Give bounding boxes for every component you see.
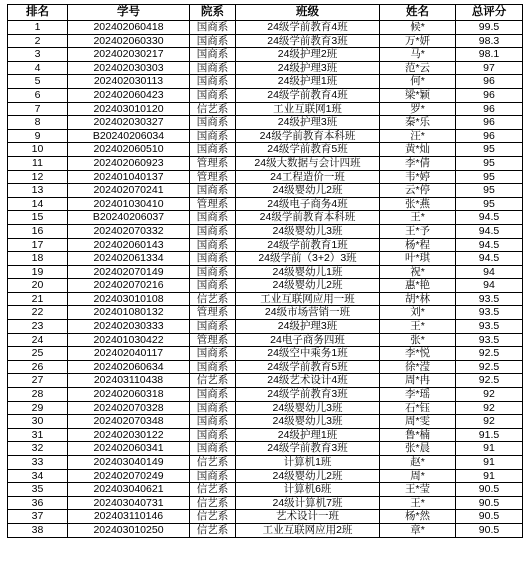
cell-department: 国商系 bbox=[190, 320, 236, 334]
cell-student-id: 202402040117 bbox=[68, 347, 190, 361]
cell-name: 章* bbox=[380, 523, 456, 537]
cell-student-id: 202402070241 bbox=[68, 184, 190, 198]
cell-student-id: 202402070216 bbox=[68, 279, 190, 293]
cell-department: 国商系 bbox=[190, 265, 236, 279]
table-row bbox=[8, 48, 523, 62]
cell-total-score: 99.5 bbox=[456, 21, 523, 35]
header-class: 班级 bbox=[236, 5, 380, 21]
cell-department: 国商系 bbox=[190, 415, 236, 429]
table-row bbox=[8, 306, 523, 320]
cell-rank: 21 bbox=[8, 292, 68, 306]
cell-student-id: 202403010250 bbox=[68, 523, 190, 537]
cell-name: 周* bbox=[380, 469, 456, 483]
cell-name: 祝* bbox=[380, 265, 456, 279]
cell-name: 候* bbox=[380, 21, 456, 35]
cell-rank: 35 bbox=[8, 483, 68, 497]
cell-name: 杨*然 bbox=[380, 510, 456, 524]
table-row bbox=[8, 279, 523, 293]
table-row bbox=[8, 510, 523, 524]
cell-name: 叶*琪 bbox=[380, 252, 456, 266]
table-row bbox=[8, 320, 523, 334]
cell-total-score: 93.5 bbox=[456, 333, 523, 347]
cell-student-id: 202403010120 bbox=[68, 102, 190, 116]
cell-class: 24级学前教育3班 bbox=[236, 388, 380, 402]
table-row bbox=[8, 197, 523, 211]
cell-name: 何* bbox=[380, 75, 456, 89]
cell-student-id: 202402060143 bbox=[68, 238, 190, 252]
cell-class: 24级护理3班 bbox=[236, 61, 380, 75]
cell-student-id: 202403040149 bbox=[68, 456, 190, 470]
table-row bbox=[8, 75, 523, 89]
cell-department: 管理系 bbox=[190, 306, 236, 320]
cell-name: 罗* bbox=[380, 102, 456, 116]
cell-total-score: 95 bbox=[456, 156, 523, 170]
cell-rank: 6 bbox=[8, 88, 68, 102]
cell-student-id: 202402030303 bbox=[68, 61, 190, 75]
cell-total-score: 95 bbox=[456, 184, 523, 198]
cell-total-score: 91 bbox=[456, 442, 523, 456]
table-row bbox=[8, 34, 523, 48]
cell-class: 24级学前教育4班 bbox=[236, 21, 380, 35]
cell-total-score: 96 bbox=[456, 116, 523, 130]
cell-name: 汪* bbox=[380, 129, 456, 143]
cell-department: 国商系 bbox=[190, 238, 236, 252]
cell-total-score: 93.5 bbox=[456, 320, 523, 334]
cell-name: 韦*婷 bbox=[380, 170, 456, 184]
cell-total-score: 96 bbox=[456, 129, 523, 143]
cell-rank: 34 bbox=[8, 469, 68, 483]
cell-total-score: 96 bbox=[456, 75, 523, 89]
cell-department: 管理系 bbox=[190, 170, 236, 184]
ranking-table-container bbox=[7, 4, 522, 538]
cell-total-score: 95 bbox=[456, 197, 523, 211]
table-row bbox=[8, 415, 523, 429]
cell-department: 国商系 bbox=[190, 428, 236, 442]
cell-department: 国商系 bbox=[190, 21, 236, 35]
cell-rank: 22 bbox=[8, 306, 68, 320]
cell-name: 王* bbox=[380, 496, 456, 510]
cell-total-score: 91 bbox=[456, 456, 523, 470]
cell-rank: 5 bbox=[8, 75, 68, 89]
cell-class: 24级学前（3+2）3班 bbox=[236, 252, 380, 266]
cell-name: 惠*艳 bbox=[380, 279, 456, 293]
cell-name: 万*妍 bbox=[380, 34, 456, 48]
cell-name: 赵* bbox=[380, 456, 456, 470]
cell-student-id: 202402070249 bbox=[68, 469, 190, 483]
cell-total-score: 92 bbox=[456, 388, 523, 402]
cell-class: 工业互联网应用一班 bbox=[236, 292, 380, 306]
cell-department: 国商系 bbox=[190, 211, 236, 225]
cell-rank: 4 bbox=[8, 61, 68, 75]
table-row bbox=[8, 388, 523, 402]
cell-student-id: 202401040137 bbox=[68, 170, 190, 184]
cell-student-id: 202403110438 bbox=[68, 374, 190, 388]
cell-name: 张*晨 bbox=[380, 442, 456, 456]
table-row bbox=[8, 211, 523, 225]
cell-name: 王* bbox=[380, 320, 456, 334]
table-row bbox=[8, 265, 523, 279]
cell-total-score: 94.5 bbox=[456, 224, 523, 238]
cell-rank: 9 bbox=[8, 129, 68, 143]
cell-class: 计算机6班 bbox=[236, 483, 380, 497]
table-header-row bbox=[8, 5, 523, 21]
cell-department: 国商系 bbox=[190, 143, 236, 157]
cell-rank: 12 bbox=[8, 170, 68, 184]
cell-name: 黄*灿 bbox=[380, 143, 456, 157]
cell-total-score: 90.5 bbox=[456, 496, 523, 510]
cell-student-id: 202402060330 bbox=[68, 34, 190, 48]
cell-student-id: 202402060341 bbox=[68, 442, 190, 456]
cell-student-id: 202402060418 bbox=[68, 21, 190, 35]
cell-rank: 8 bbox=[8, 116, 68, 130]
header-department: 院系 bbox=[190, 5, 236, 21]
cell-name: 梁*颖 bbox=[380, 88, 456, 102]
table-row bbox=[8, 456, 523, 470]
cell-total-score: 90.5 bbox=[456, 483, 523, 497]
cell-department: 国商系 bbox=[190, 129, 236, 143]
cell-class: 24级计算机7班 bbox=[236, 496, 380, 510]
cell-name: 李*倩 bbox=[380, 156, 456, 170]
cell-student-id: 202403010108 bbox=[68, 292, 190, 306]
table-row bbox=[8, 156, 523, 170]
cell-class: 24级婴幼儿2班 bbox=[236, 184, 380, 198]
cell-student-id: 202402060634 bbox=[68, 360, 190, 374]
cell-student-id: B20240206037 bbox=[68, 211, 190, 225]
cell-student-id: 202402070332 bbox=[68, 224, 190, 238]
table-row bbox=[8, 238, 523, 252]
cell-class: 24级学前教育3班 bbox=[236, 442, 380, 456]
cell-department: 信艺系 bbox=[190, 483, 236, 497]
cell-rank: 11 bbox=[8, 156, 68, 170]
cell-name: 云*停 bbox=[380, 184, 456, 198]
cell-student-id: 202401030422 bbox=[68, 333, 190, 347]
cell-department: 国商系 bbox=[190, 48, 236, 62]
cell-student-id: 202402060510 bbox=[68, 143, 190, 157]
cell-total-score: 94 bbox=[456, 265, 523, 279]
cell-department: 国商系 bbox=[190, 469, 236, 483]
cell-class: 24级电子商务4班 bbox=[236, 197, 380, 211]
cell-name: 徐*滢 bbox=[380, 360, 456, 374]
cell-department: 国商系 bbox=[190, 401, 236, 415]
cell-student-id: 202402030327 bbox=[68, 116, 190, 130]
cell-department: 国商系 bbox=[190, 116, 236, 130]
cell-rank: 15 bbox=[8, 211, 68, 225]
table-row bbox=[8, 483, 523, 497]
cell-student-id: 202402030217 bbox=[68, 48, 190, 62]
cell-rank: 1 bbox=[8, 21, 68, 35]
cell-department: 信艺系 bbox=[190, 292, 236, 306]
cell-rank: 10 bbox=[8, 143, 68, 157]
cell-class: 24级学前教育本科班 bbox=[236, 129, 380, 143]
cell-name: 胡*林 bbox=[380, 292, 456, 306]
table-row bbox=[8, 170, 523, 184]
cell-class: 工业互联网应用2班 bbox=[236, 523, 380, 537]
cell-class: 24级护理2班 bbox=[236, 48, 380, 62]
table-row bbox=[8, 102, 523, 116]
cell-total-score: 98.3 bbox=[456, 34, 523, 48]
cell-name: 范*云 bbox=[380, 61, 456, 75]
cell-class: 24级空中乘务1班 bbox=[236, 347, 380, 361]
cell-student-id: 202401030410 bbox=[68, 197, 190, 211]
cell-total-score: 98.1 bbox=[456, 48, 523, 62]
cell-class: 24级学前教育3班 bbox=[236, 34, 380, 48]
cell-name: 石*钰 bbox=[380, 401, 456, 415]
cell-class: 24级学前教育4班 bbox=[236, 88, 380, 102]
table-row bbox=[8, 116, 523, 130]
table-row bbox=[8, 143, 523, 157]
cell-name: 王*予 bbox=[380, 224, 456, 238]
cell-name: 周*雯 bbox=[380, 415, 456, 429]
cell-class: 24级护理3班 bbox=[236, 116, 380, 130]
cell-class: 24级护理1班 bbox=[236, 428, 380, 442]
table-row bbox=[8, 184, 523, 198]
cell-department: 国商系 bbox=[190, 61, 236, 75]
cell-total-score: 92 bbox=[456, 415, 523, 429]
header-student-id: 学号 bbox=[68, 5, 190, 21]
cell-class: 24级学前教育本科班 bbox=[236, 211, 380, 225]
cell-rank: 30 bbox=[8, 415, 68, 429]
header-total-score: 总评分 bbox=[456, 5, 523, 21]
cell-total-score: 91 bbox=[456, 469, 523, 483]
cell-rank: 14 bbox=[8, 197, 68, 211]
cell-total-score: 91.5 bbox=[456, 428, 523, 442]
cell-name: 李*瑶 bbox=[380, 388, 456, 402]
cell-rank: 33 bbox=[8, 456, 68, 470]
table-row bbox=[8, 224, 523, 238]
cell-department: 国商系 bbox=[190, 34, 236, 48]
cell-total-score: 95 bbox=[456, 143, 523, 157]
cell-name: 王* bbox=[380, 211, 456, 225]
table-row bbox=[8, 523, 523, 537]
cell-total-score: 94.5 bbox=[456, 211, 523, 225]
cell-student-id: 202402030122 bbox=[68, 428, 190, 442]
cell-rank: 31 bbox=[8, 428, 68, 442]
header-rank: 排名 bbox=[8, 5, 68, 21]
cell-department: 国商系 bbox=[190, 347, 236, 361]
cell-student-id: 202401080132 bbox=[68, 306, 190, 320]
cell-rank: 20 bbox=[8, 279, 68, 293]
cell-name: 周*冉 bbox=[380, 374, 456, 388]
cell-total-score: 97 bbox=[456, 61, 523, 75]
cell-total-score: 96 bbox=[456, 102, 523, 116]
cell-class: 24级大数据与会计四班 bbox=[236, 156, 380, 170]
cell-rank: 16 bbox=[8, 224, 68, 238]
cell-name: 李*悦 bbox=[380, 347, 456, 361]
cell-rank: 29 bbox=[8, 401, 68, 415]
cell-student-id: 202403040621 bbox=[68, 483, 190, 497]
cell-department: 信艺系 bbox=[190, 374, 236, 388]
table-row bbox=[8, 252, 523, 266]
cell-department: 国商系 bbox=[190, 442, 236, 456]
cell-rank: 2 bbox=[8, 34, 68, 48]
cell-total-score: 92.5 bbox=[456, 360, 523, 374]
table-row bbox=[8, 442, 523, 456]
cell-name: 王*莹 bbox=[380, 483, 456, 497]
table-row bbox=[8, 21, 523, 35]
cell-department: 管理系 bbox=[190, 156, 236, 170]
cell-student-id: 202402060423 bbox=[68, 88, 190, 102]
table-row bbox=[8, 428, 523, 442]
cell-department: 国商系 bbox=[190, 360, 236, 374]
table-row bbox=[8, 129, 523, 143]
cell-total-score: 92.5 bbox=[456, 347, 523, 361]
cell-name: 马* bbox=[380, 48, 456, 62]
ranking-table bbox=[7, 4, 523, 538]
cell-student-id: 202402030113 bbox=[68, 75, 190, 89]
cell-rank: 18 bbox=[8, 252, 68, 266]
cell-department: 国商系 bbox=[190, 184, 236, 198]
cell-class: 计算机1班 bbox=[236, 456, 380, 470]
cell-total-score: 94.5 bbox=[456, 252, 523, 266]
cell-total-score: 90.5 bbox=[456, 523, 523, 537]
cell-total-score: 93.5 bbox=[456, 292, 523, 306]
cell-name: 杨*程 bbox=[380, 238, 456, 252]
cell-department: 管理系 bbox=[190, 197, 236, 211]
cell-student-id: 202402061334 bbox=[68, 252, 190, 266]
table-row bbox=[8, 360, 523, 374]
cell-student-id: 202402060923 bbox=[68, 156, 190, 170]
table-row bbox=[8, 88, 523, 102]
cell-total-score: 94.5 bbox=[456, 238, 523, 252]
cell-rank: 26 bbox=[8, 360, 68, 374]
cell-total-score: 92.5 bbox=[456, 374, 523, 388]
cell-rank: 25 bbox=[8, 347, 68, 361]
cell-class: 24级护理1班 bbox=[236, 75, 380, 89]
cell-department: 信艺系 bbox=[190, 496, 236, 510]
cell-department: 国商系 bbox=[190, 88, 236, 102]
cell-department: 信艺系 bbox=[190, 510, 236, 524]
cell-rank: 24 bbox=[8, 333, 68, 347]
table-row bbox=[8, 333, 523, 347]
table-row bbox=[8, 374, 523, 388]
cell-department: 信艺系 bbox=[190, 523, 236, 537]
cell-name: 张*燕 bbox=[380, 197, 456, 211]
cell-student-id: 202402070348 bbox=[68, 415, 190, 429]
cell-class: 24级婴幼儿2班 bbox=[236, 469, 380, 483]
cell-rank: 38 bbox=[8, 523, 68, 537]
cell-department: 国商系 bbox=[190, 224, 236, 238]
cell-total-score: 94 bbox=[456, 279, 523, 293]
cell-class: 24级学前教育1班 bbox=[236, 238, 380, 252]
table-row bbox=[8, 496, 523, 510]
cell-department: 国商系 bbox=[190, 388, 236, 402]
cell-department: 管理系 bbox=[190, 333, 236, 347]
cell-rank: 19 bbox=[8, 265, 68, 279]
table-row bbox=[8, 401, 523, 415]
table-row bbox=[8, 469, 523, 483]
cell-student-id: 202402060318 bbox=[68, 388, 190, 402]
cell-class: 24级学前教育5班 bbox=[236, 360, 380, 374]
cell-class: 24级学前教育5班 bbox=[236, 143, 380, 157]
cell-rank: 23 bbox=[8, 320, 68, 334]
cell-rank: 13 bbox=[8, 184, 68, 198]
cell-class: 24级婴幼儿3班 bbox=[236, 401, 380, 415]
cell-student-id: 202403110146 bbox=[68, 510, 190, 524]
cell-rank: 17 bbox=[8, 238, 68, 252]
cell-rank: 7 bbox=[8, 102, 68, 116]
cell-class: 24级婴幼儿1班 bbox=[236, 265, 380, 279]
cell-total-score: 92 bbox=[456, 401, 523, 415]
table-body bbox=[8, 21, 523, 538]
cell-total-score: 96 bbox=[456, 88, 523, 102]
cell-total-score: 90.5 bbox=[456, 510, 523, 524]
cell-rank: 36 bbox=[8, 496, 68, 510]
cell-class: 24级市场营销一班 bbox=[236, 306, 380, 320]
cell-rank: 28 bbox=[8, 388, 68, 402]
cell-total-score: 93.5 bbox=[456, 306, 523, 320]
cell-class: 24级艺术设计4班 bbox=[236, 374, 380, 388]
cell-class: 24级婴幼儿3班 bbox=[236, 415, 380, 429]
cell-name: 鲁*楠 bbox=[380, 428, 456, 442]
cell-student-id: 202402070328 bbox=[68, 401, 190, 415]
cell-class: 24级婴幼儿3班 bbox=[236, 224, 380, 238]
cell-class: 24级婴幼儿2班 bbox=[236, 279, 380, 293]
header-name: 姓名 bbox=[380, 5, 456, 21]
cell-rank: 37 bbox=[8, 510, 68, 524]
cell-rank: 27 bbox=[8, 374, 68, 388]
cell-student-id: 202402070149 bbox=[68, 265, 190, 279]
cell-total-score: 95 bbox=[456, 170, 523, 184]
table-row bbox=[8, 61, 523, 75]
cell-student-id: 202403040731 bbox=[68, 496, 190, 510]
cell-department: 国商系 bbox=[190, 252, 236, 266]
cell-class: 艺术设计一班 bbox=[236, 510, 380, 524]
cell-student-id: 202402030333 bbox=[68, 320, 190, 334]
cell-name: 秦*乐 bbox=[380, 116, 456, 130]
cell-department: 国商系 bbox=[190, 75, 236, 89]
cell-department: 信艺系 bbox=[190, 456, 236, 470]
table-row bbox=[8, 292, 523, 306]
cell-class: 工业互联网1班 bbox=[236, 102, 380, 116]
cell-rank: 3 bbox=[8, 48, 68, 62]
table-row bbox=[8, 347, 523, 361]
cell-class: 24级护理3班 bbox=[236, 320, 380, 334]
cell-class: 24工程造价一班 bbox=[236, 170, 380, 184]
cell-class: 24电子商务四班 bbox=[236, 333, 380, 347]
cell-name: 刘* bbox=[380, 306, 456, 320]
cell-department: 信艺系 bbox=[190, 102, 236, 116]
cell-rank: 32 bbox=[8, 442, 68, 456]
cell-name: 张* bbox=[380, 333, 456, 347]
cell-department: 国商系 bbox=[190, 279, 236, 293]
cell-student-id: B20240206034 bbox=[68, 129, 190, 143]
